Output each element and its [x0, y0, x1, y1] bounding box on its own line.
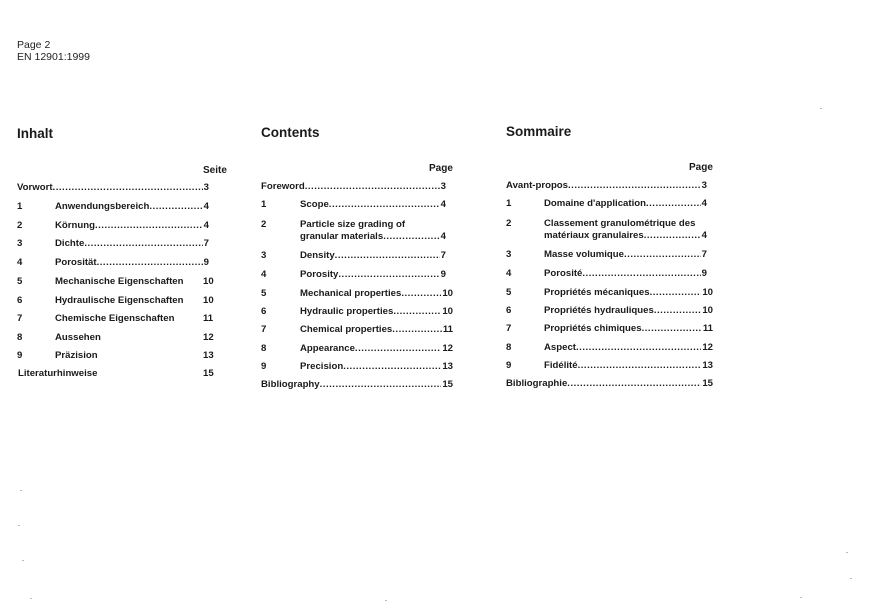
page-number: Page 2: [17, 39, 51, 51]
scan-speck: [385, 600, 387, 601]
scan-speck: [22, 560, 24, 561]
toc-entry-bibliography[interactable]: Bibliography ..... 15: [261, 379, 453, 391]
standard-id: EN 12901:1999: [17, 51, 90, 63]
toc-entry-foreword[interactable]: Vorwort ..... 3: [17, 182, 209, 194]
page-column-label: Page: [429, 163, 453, 174]
toc-entry-2[interactable]: 2 Particle size grading of granular materials ..... 4: [261, 219, 451, 245]
toc-column-german: Inhalt Seite Vorwort ..... 3 1 Anwendungsbereich ..... 4 2 Körnung ..... 4 3 Dichte ..... 7 4 Porosität ..... 9 5 Mechanische Eigenschaften 10 6 Hydraulische Eigenschaften 10 7 Chemische Eigenschaften 11 8 Aussehen 12 9 Präzision 13 Literaturhinweise 15: [0, 0, 240, 615]
page-column-label: Seite: [203, 165, 227, 176]
scan-speck: [820, 108, 822, 109]
scan-speck: [846, 552, 848, 553]
toc-entry-bibliography[interactable]: Bibliographie ..... 15: [506, 378, 713, 390]
scan-speck: [800, 597, 802, 598]
toc-title: Inhalt: [17, 126, 53, 141]
scan-speck: [850, 578, 852, 579]
toc-column-french: Sommaire Page Avant-propos ..... 3 1 Domaine d'application ..... 4 2 Classement granulométrique des matériaux granulaires ..... 4 3 Masse volumique ..... 7 4 Porosité ..... 9 5 Propriétés mécaniques ..... 10 6 Propriétés hydrauliques ..... 10 7 Propriétés chimiques ..... 11 8 Aspect ..... 12 9 Fidélité ..... 13 Bibliographie ..... 15: [505, 0, 745, 615]
toc-title: Sommaire: [506, 124, 572, 139]
toc-entry-foreword[interactable]: Avant-propos ..... 3: [506, 180, 707, 192]
toc-column-english: Contents Page Foreword ..... 3 1 Scope ..... 4 2 Particle size grading of granular materials ..... 4 3 Density ..... 7 4 Porosity ..... 9 5 Mechanical properties ..... 10 6 Hydraulic properties ..... 10 7 Chemical properties ..... 11 8 Appearance ..... 12 9 Precision ..... 13 Bibliography ..... 15: [260, 0, 480, 615]
toc-entry-foreword[interactable]: Foreword ..... 3: [261, 181, 446, 193]
toc-title: Contents: [261, 125, 320, 140]
scan-speck: [30, 598, 32, 599]
scan-speck: [18, 525, 20, 526]
scan-speck: [20, 490, 22, 491]
page-column-label: Page: [689, 162, 713, 173]
toc-entry-2[interactable]: 2 Classement granulométrique des matériaux granulaires ..... 4: [506, 218, 721, 244]
